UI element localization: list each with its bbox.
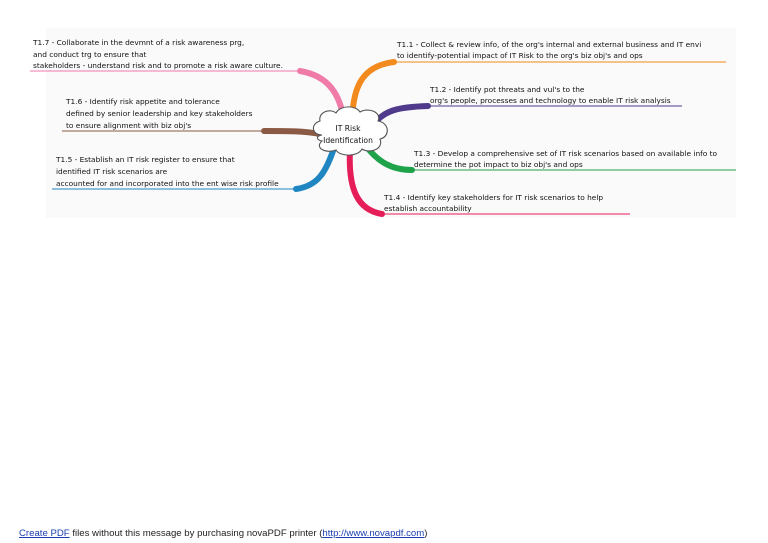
node-t1-4-line-2: establish accountability <box>384 204 472 213</box>
node-t1-3-line-2: determine the pot impact to biz obj's and ops <box>414 160 583 169</box>
central-node-subtitle: Identification <box>323 136 373 145</box>
node-t1-1-line-2: to identify-potential impact of IT Risk to the org's biz obj's and ops <box>397 51 643 60</box>
node-t1-5-line-3: accounted for and incorporated into the ent wise risk profile <box>56 179 279 188</box>
node-t1-2-line-1: T1.2 - Identify pot threats and vul's to the <box>430 85 585 94</box>
branch-t1-6-connector <box>264 131 320 134</box>
node-t1-4-line-1: T1.4 - Identify key stakeholders for IT risk scenarios to help <box>384 193 604 202</box>
node-t1-6-line-1: T1.6 - Identify risk appetite and tolerance <box>66 97 220 106</box>
footer-end-text: ) <box>424 528 428 539</box>
node-t1-3-line-1: T1.3 - Develop a comprehensive set of IT risk scenarios based on available info to <box>414 149 718 158</box>
node-t1-5-line-2: identified IT risk scenarios are <box>56 167 168 176</box>
footer-middle-text: files without this message by purchasing novaPDF printer ( <box>69 528 323 539</box>
mind-map <box>0 0 768 230</box>
pdf-watermark-footer <box>19 528 427 539</box>
central-node <box>313 107 387 155</box>
node-t1-6-line-3: to ensure alignment with biz obj's <box>66 121 192 130</box>
node-t1-7-line-1: T1.7 - Collaborate in the devmnt of a risk awareness prg, <box>33 38 245 47</box>
node-t1-7-line-2: and conduct trg to ensure that <box>33 50 147 59</box>
create-pdf-link[interactable]: Create PDF <box>19 528 70 539</box>
node-t1-5-line-1: T1.5 - Establish an IT risk register to ensure that <box>56 155 235 164</box>
node-t1-1-line-1: T1.1 - Collect & review info, of the org's internal and external business and IT envi <box>397 40 702 49</box>
node-t1-7-line-3: stakeholders - understand risk and to promote a risk aware culture. <box>33 61 283 70</box>
novapdf-url-link[interactable]: http://www.novapdf.com <box>322 528 425 539</box>
node-t1-2-line-2: org's people, processes and technology to enable IT risk analysis <box>430 96 671 105</box>
node-t1-6-line-2: defined by senior leadership and key stakeholders <box>66 109 253 118</box>
central-node-title: IT Risk <box>335 124 361 133</box>
